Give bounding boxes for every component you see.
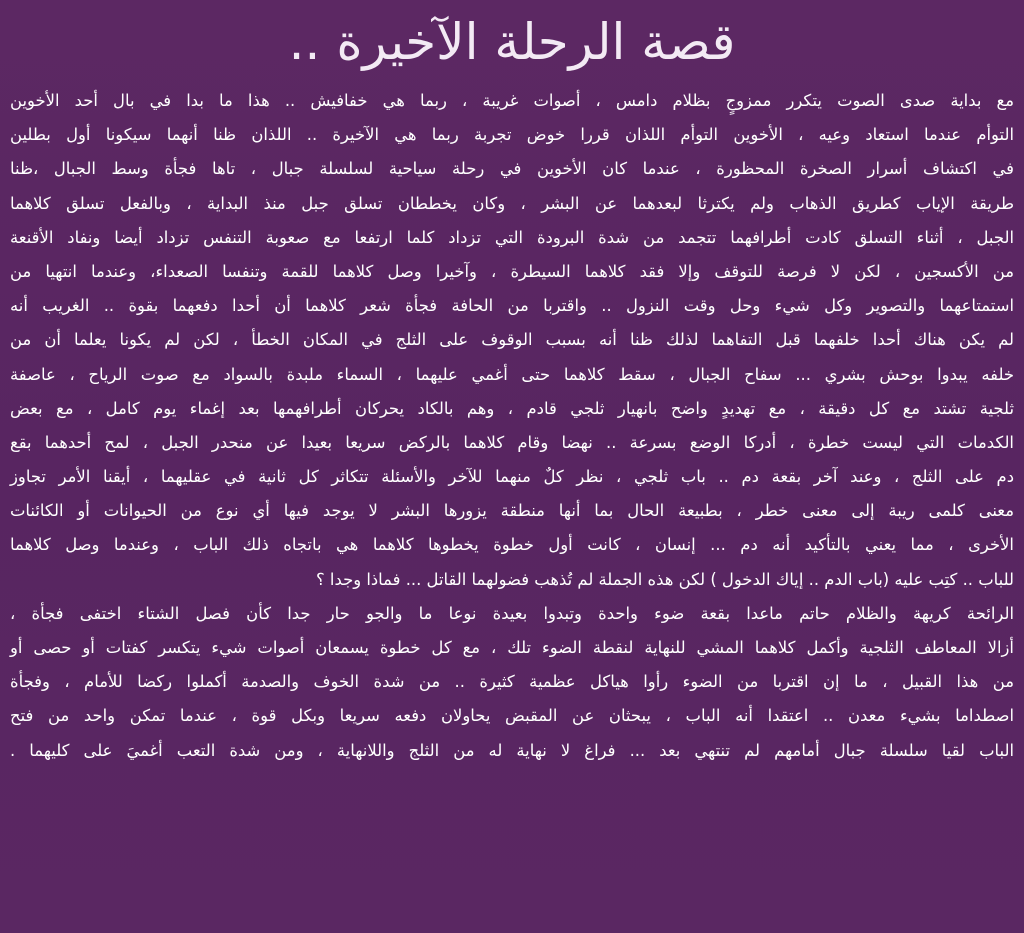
story-line-13: معنى كلمى ريبة إلى معنى خطر ، بطبيعة الحال بما أنها منطقة يزورها البشر لا يوجد فيها أي نوع من الحيوانات أو الكائنات [10,501,1014,521]
story-line-1: مع بداية صدى الصوت يتكرر ممزوجٍ بظلام دامس ، أصوات غريبة ، ربما هي خفافيش .. هذا ما بدا في بال أحد الأخوين [10,91,1014,110]
story-line-9: خلفه يبدوا بوحش بشري ... سفاح الجبال ، سقط كلاهما حتى أغمي عليهما ، السماء ملبدة بالسواد مع صوت الرياح ، عاصفة [10,364,1014,384]
story-line-17: أزالا المعاطف الثلجية وأكمل كلاهما المشي للنهاية لنقطة الضوء تلك ، مع كل خطوة يسمعان أصوات شيء يتكسر كفتات أو حصى أو [10,638,1014,657]
story-line-20: الباب لقيا سلسلة جبال أمامهم لم تنتهي بعد ... فراغ لا نهاية له من الثلج واللانهاية ، ومن شدة التعب أغميَ على كليهما . [10,740,1014,760]
story-line-19: اصطداما بشيء معدن .. اعتقدا أنه الباب ، يبحثان عن المقبض يحاولان دفعه سريعا وبكل قوة ، عندما تمكن واحد من فتح [10,706,1014,726]
story-line-11: الكدمات التي ليست خطرة ، أدركا الوضع بسرعة .. نهضا وقام كلاهما بالركض سريعا بعيدا عن منحدر الجبل ، لمح أحدهما بقع [10,432,1014,452]
story-line-18: من هذا القبيل ، ما إن اقتربا من الضوء رأوا هياكل عظمية كثيرة .. من شدة الخوف والصدمة أكملوا ركضا للأمام ، وفجأة [10,672,1014,692]
story-line-8: لم يكن هناك أحدا خلفهما قبل التفاهما لذلك ظنا أنه بسبب الوقوف على الثلج في المكان الخطأ ، لكن لم يكونا يعلما أن من [10,330,1014,350]
story-title: قصة الرحلة الآخيرة .. [288,13,736,71]
story-line-7: استمتاعهما والتصوير وكل شيء وحل وقت النزول .. واقتربا من الحافة فجأة شعر كلاهما أن أحدا دفعهما بقوة .. الغريب أنه [10,296,1014,316]
story-body [6,84,1018,768]
story-line-4: طريقة الإياب كطريق الذهاب ولم يكترثا لبعدهما عن البشر ، وكان يخططان تسلق جبل منذ البداية ، وبالفعل تسلق كلاهما [10,193,1014,213]
story-line-15: للباب .. كتِب عليه (باب الدم .. إياك الدخول ) لكن هذه الجملة لم تُذهب فضولهما القاتل ... فماذا وجدا ؟ [316,569,1014,589]
story-line-14: الأخرى ، مما يعني بالتأكيد أنه دم ... إنسان ، كانت أول خطوة يخطوها كلاهما هي باتجاه ذلك الباب ، وعندما وصل كلاهما [10,535,1014,555]
story-line-6: من الأكسجين ، لكن لا فرصة للتوقف وإلا فقد كلاهما السيطرة ، وآخيرا وصل كلاهما للقمة وتنفسا الصعداء، وعندما انتهيا من [10,261,1014,281]
story-line-2: التوأم عندما استعاد وعيه ، الأخوين التوأم اللذان قررا خوض تجربة ربما هي الآخيرة .. اللذان ظنا أنهما سيكونا أول بطلين [10,125,1014,145]
story-line-3: في اكتشاف أسرار الصخرة المحظورة ، عندما كان الأخوين في رحلة سياحية لسلسلة جبال ، تاها فجأة وسط الجبال ،ظنا [10,159,1014,179]
story-line-12: دم على الثلج ، وعند آخر بقعة دم .. باب ثلجي ، نظر كلٌ منهما للآخر والأسئلة تتكاثر كل ثانية في عقليهما ، أيقنا الأمر تجاوز [10,467,1014,487]
story-line-5: الجبل ، أثناء التسلق كادت أطرافهما تتجمد من شدة البرودة التي تزداد كلما ارتفعا مع صعوبة التنفس تزداد أيضا ونفاد الأقنعة [10,227,1014,247]
story-line-16: الرائحة كريهة والظلام حاتم ماعدا بقعة ضوء واحدة وتبدوا بعيدة نوعا ما والجو حار جدا كأن فصل الشتاء اختفى فجأة ، [10,603,1014,623]
story-line-10: ثلجية تشتد مع كل دقيقة ، مع تهديدٍ واضح بانهيار ثلجي قادم ، وهم بالكاد يحركان أطرافهمها بعد إغماء يوم كامل ، مع بعض [10,398,1014,418]
